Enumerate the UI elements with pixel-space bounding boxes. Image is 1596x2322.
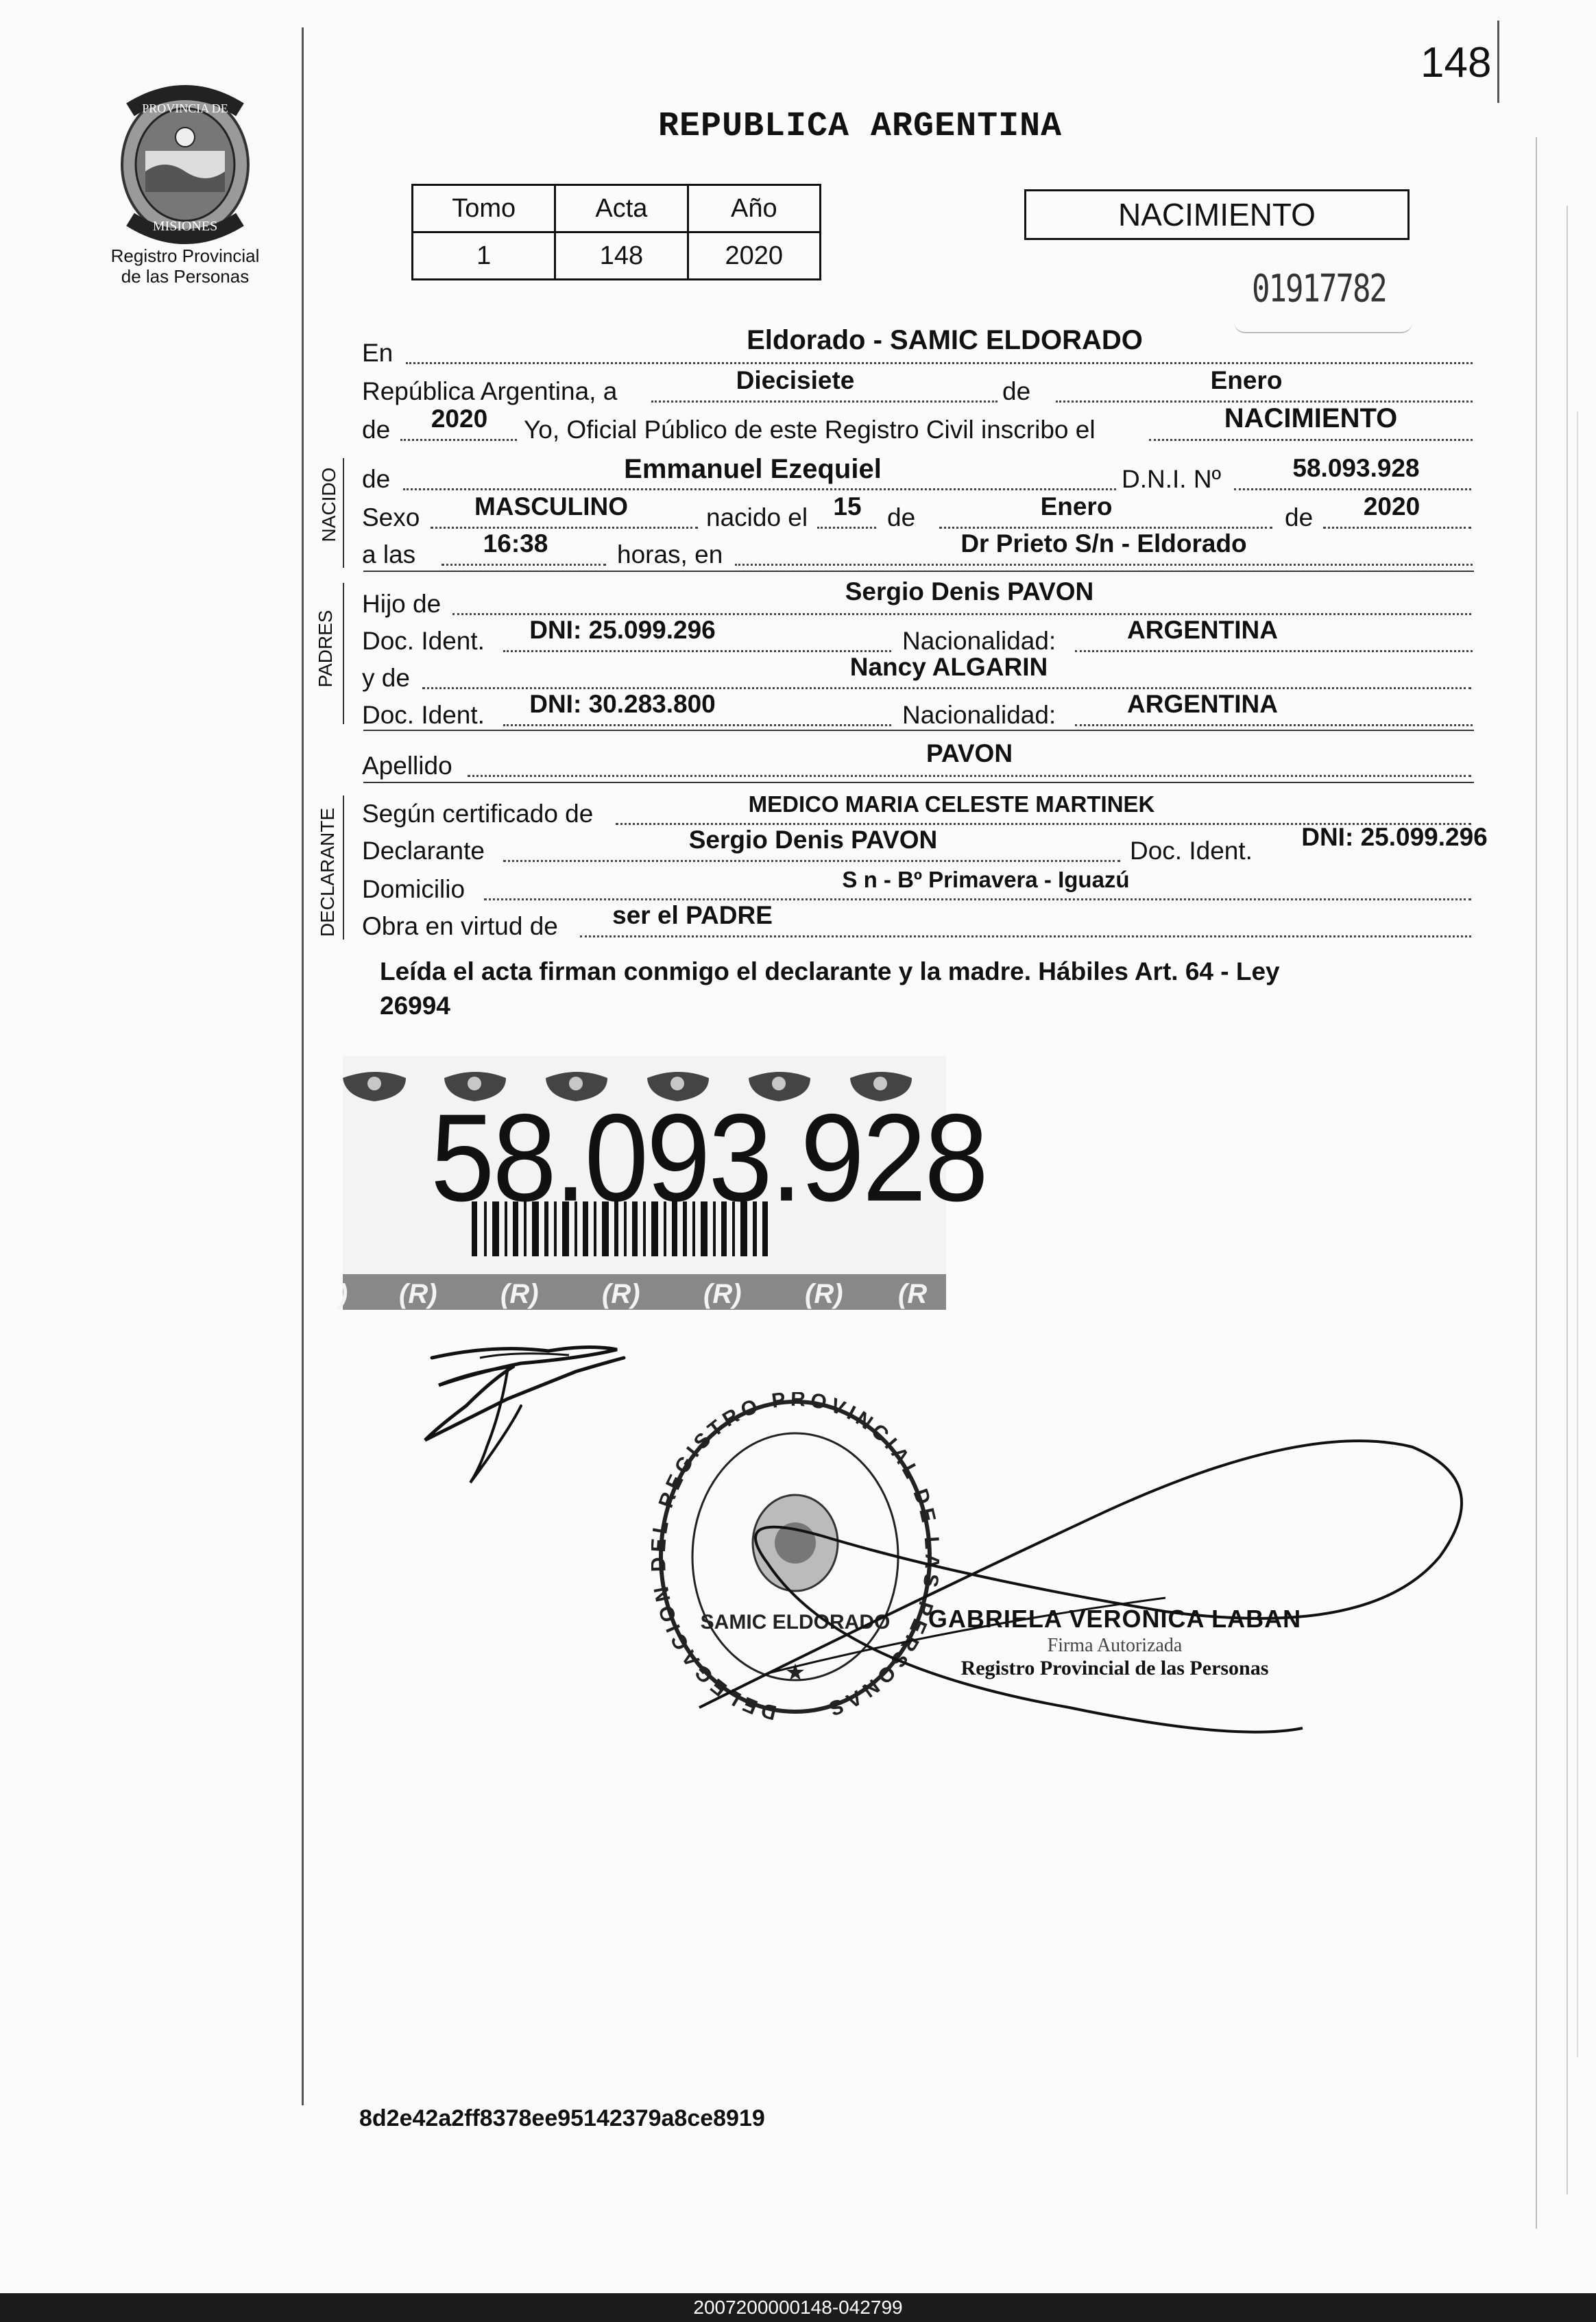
dotted-line: [452, 613, 1471, 615]
dotted-line: [580, 935, 1471, 937]
domicilio-label: Domicilio: [362, 875, 466, 903]
province-logo: [103, 82, 267, 240]
declarant-signature: [411, 1330, 631, 1488]
dotted-line: [484, 898, 1471, 900]
republica-label: República Argentina, a: [362, 377, 618, 405]
section-bar: [343, 583, 344, 724]
apellido-label: Apellido: [362, 752, 452, 780]
sticker-bottom-pattern: [336, 1274, 946, 1310]
nacionalidad-label: Nacionalidad:: [902, 627, 1056, 655]
svg-text:(R): (R): [399, 1279, 437, 1309]
child-name-value: Emmanuel Ezequiel: [624, 454, 882, 484]
value-tomo: 1: [413, 232, 555, 280]
page-number: 148: [1420, 39, 1492, 86]
value-anio: 2020: [688, 232, 820, 280]
dotted-line: [1149, 439, 1473, 441]
scan-artifact-line: [1577, 411, 1578, 2057]
declarante-name-value: Sergio Denis PAVON: [688, 826, 938, 854]
reason-value: ser el PADRE: [612, 901, 773, 929]
declarante-doc-value: DNI: 25.099.296: [1301, 823, 1488, 851]
document-title: REPUBLICA ARGENTINA: [658, 107, 1063, 146]
section-bar: [343, 458, 344, 568]
year-value: 2020: [431, 405, 488, 433]
act-type-box: NACIMIENTO: [1024, 189, 1410, 240]
right-margin-line: [1497, 21, 1499, 103]
scan-artifact-line: [1536, 137, 1537, 2229]
de-label: de: [887, 503, 916, 531]
child-dni-value: 58.093.928: [1292, 454, 1420, 482]
dotted-line: [651, 400, 998, 403]
segun-label: Según certificado de: [362, 800, 594, 828]
doc-ident-label: Doc. Ident.: [362, 701, 485, 729]
dni-sticker: [339, 1056, 987, 1310]
footer-code: 2007200000148-042799: [0, 2293, 1596, 2322]
dotted-line: [817, 527, 876, 529]
official-name: GABRIELA VERONICA LABAN: [928, 1605, 1302, 1633]
dotted-line: [503, 860, 1120, 862]
obra-label: Obra en virtud de: [362, 912, 558, 940]
svg-text:★: ★: [784, 1660, 806, 1686]
dni-label: D.N.I. Nº: [1122, 465, 1222, 493]
dotted-line: [1234, 488, 1471, 490]
sticker-dni-number: 58.093.928: [431, 1088, 987, 1228]
document-hash: 8d2e42a2ff8378ee95142379a8ce8919: [359, 2105, 765, 2131]
birth-year-value: 2020: [1363, 492, 1420, 520]
logo-caption: [82, 246, 288, 287]
declarante-section-label: DECLARANTE: [317, 807, 338, 937]
reading-note: [380, 955, 1436, 1023]
dotted-line: [735, 564, 1473, 566]
seal-inner-text: SAMIC ELDORADO: [700, 1611, 891, 1633]
seal-ring-text: DELEGACION REGISTRO PROVINCIAL DE PERSONAS: [651, 1392, 939, 1721]
y-de-label: y de: [362, 664, 410, 692]
nacido-section-label: NACIDO: [318, 467, 339, 542]
doc-ident-label: Doc. Ident.: [362, 627, 485, 655]
official-office: Registro Provincial de las Personas: [960, 1657, 1269, 1679]
official-signature: [686, 1406, 1508, 1762]
left-margin-line: [302, 27, 304, 2105]
divider: [363, 730, 1474, 731]
a-las-label: a las: [362, 540, 416, 568]
dotted-line: [431, 527, 698, 529]
dotted-line: [422, 687, 1471, 689]
logo-text: PROVINCIA DE: [142, 101, 228, 115]
svg-text:(R: (R: [898, 1279, 928, 1309]
father-value: Sergio Denis PAVON: [845, 577, 1094, 606]
yo-text: Yo, Oficial Público de este Registro Civil inscribo el: [524, 416, 1096, 444]
dotted-line: [503, 724, 891, 726]
dotted-line: [503, 650, 891, 652]
horas-label: horas, en: [617, 540, 723, 568]
logo-caption-line2: de las Personas: [121, 266, 250, 287]
header-anio: Año: [688, 185, 820, 232]
apellido-value: PAVON: [926, 739, 1013, 767]
dotted-line: [468, 775, 1471, 777]
svg-text:(R): (R): [500, 1279, 539, 1309]
mother-doc-value: DNI: 30.283.800: [529, 690, 716, 718]
declarante-label: Declarante: [362, 837, 485, 865]
header-acta: Acta: [555, 185, 688, 232]
dotted-line: [939, 527, 1272, 529]
dotted-line: [1056, 400, 1473, 403]
svg-text:(R): (R): [805, 1279, 843, 1309]
day-value: Diecisiete: [736, 366, 855, 394]
nacionalidad-label: Nacionalidad:: [902, 701, 1056, 729]
de-label: de: [1002, 377, 1031, 405]
de-label: de: [362, 465, 391, 493]
note-line1: Leída el acta firman conmigo el declarante y la madre. Hábiles Art. 64 - Ley: [380, 957, 1280, 985]
record-table: [411, 184, 821, 280]
father-nationality-value: ARGENTINA: [1127, 616, 1278, 644]
dotted-line: [406, 362, 1473, 364]
act-value: NACIMIENTO: [1224, 403, 1398, 433]
dotted-line: [1075, 650, 1473, 652]
nacido-el-label: nacido el: [706, 503, 808, 531]
value-acta: 148: [555, 232, 688, 280]
logo-caption-line1: Registro Provincial: [110, 246, 260, 266]
header-tomo: Tomo: [413, 185, 555, 232]
svg-text:): ): [339, 1279, 348, 1309]
place-value: Eldorado - SAMIC ELDORADO: [747, 325, 1143, 355]
sexo-value: MASCULINO: [474, 492, 629, 520]
official-block: [923, 1605, 1307, 1680]
serial-underline: [1234, 322, 1412, 333]
section-bar: [343, 795, 344, 939]
svg-text:(R): (R): [703, 1279, 742, 1309]
note-line2: 26994: [380, 992, 450, 1020]
de-label: de: [362, 416, 391, 444]
serial-number: 01917782: [1252, 267, 1386, 311]
dotted-line: [442, 564, 606, 566]
birth-place-value: Dr Prieto S/n - Eldorado: [960, 529, 1247, 558]
sexo-label: Sexo: [362, 503, 420, 531]
padres-section-label: PADRES: [315, 610, 336, 688]
birth-month-value: Enero: [1040, 492, 1113, 520]
svg-text:(R): (R): [602, 1279, 640, 1309]
mother-value: Nancy ALGARIN: [849, 653, 1048, 681]
address-value: S n - Bº Primavera - Iguazú: [842, 867, 1130, 892]
de-label: de: [1285, 503, 1314, 531]
month-value: Enero: [1210, 366, 1283, 394]
en-label: En: [362, 339, 394, 367]
divider: [363, 782, 1474, 783]
father-doc-value: DNI: 25.099.296: [529, 616, 716, 644]
hijo-de-label: Hijo de: [362, 590, 442, 618]
dotted-line: [1323, 527, 1471, 529]
official-role: Firma Autorizada: [1047, 1635, 1183, 1656]
dotted-line: [400, 439, 517, 441]
divider: [363, 571, 1474, 572]
time-value: 16:38: [483, 529, 548, 558]
dotted-line: [403, 488, 1116, 490]
certificate-value: MEDICO MARIA CELESTE MARTINEK: [748, 791, 1155, 817]
dotted-line: [1075, 724, 1473, 726]
mother-nationality-value: ARGENTINA: [1127, 690, 1278, 718]
scan-artifact-line: [1567, 206, 1568, 2194]
svg-text:MISIONES: MISIONES: [152, 219, 218, 234]
birth-day-value: 15: [833, 492, 862, 520]
doc-ident-label: Doc. Ident.: [1130, 837, 1253, 865]
